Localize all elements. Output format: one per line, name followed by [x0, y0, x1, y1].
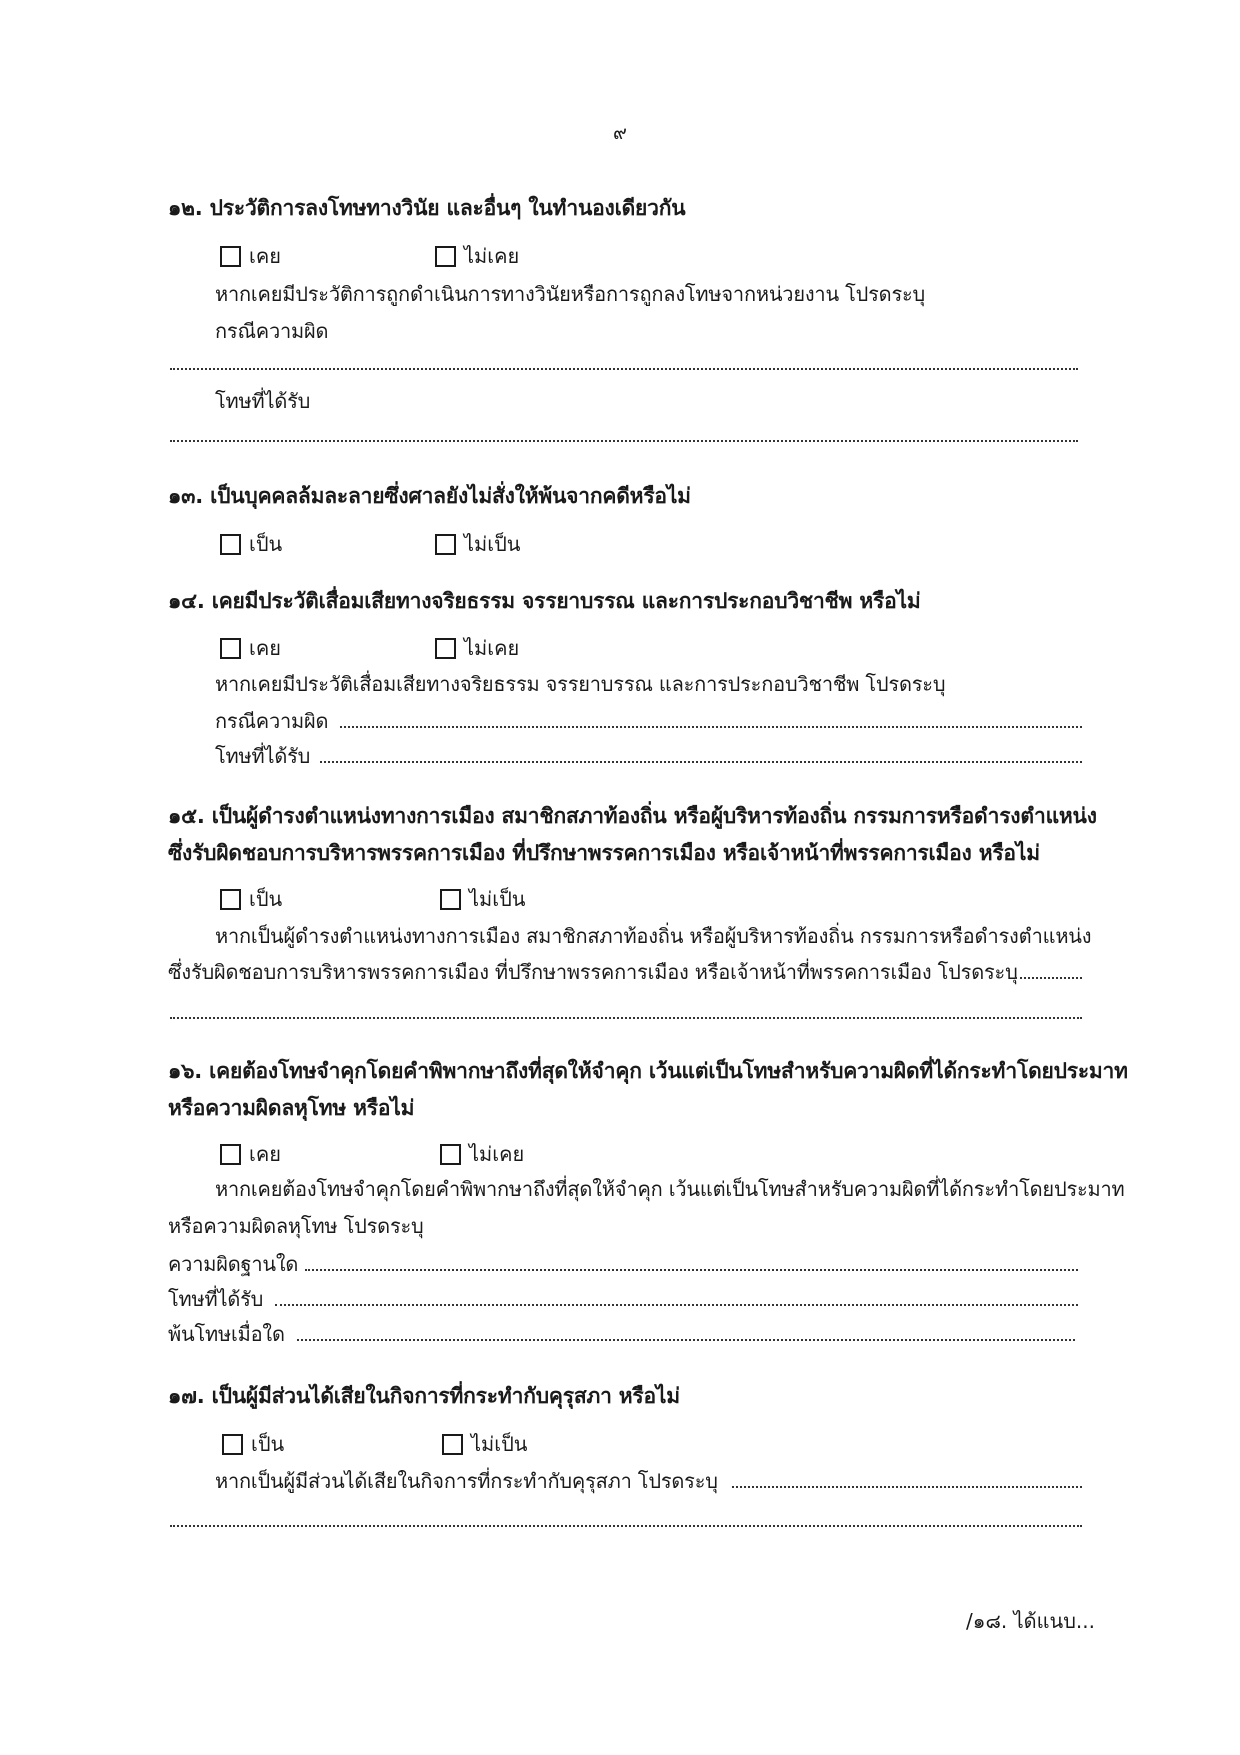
s15-option-yes-label: เป็น [249, 887, 283, 911]
s16-released-line[interactable] [297, 1339, 1075, 1341]
s17-option-yes[interactable] [222, 1428, 284, 1460]
s12-case-line[interactable] [170, 368, 1078, 370]
checkbox-icon[interactable] [435, 246, 456, 267]
s16-detail-line2: หรือความผิดลหุโทษ โปรดระบุ [168, 1214, 424, 1238]
s16-option-never[interactable] [440, 1138, 524, 1170]
s14-case-label: กรณีความผิด [215, 709, 329, 733]
s12-option-ever-label: เคย [249, 244, 281, 268]
checkbox-icon[interactable] [442, 1434, 463, 1455]
checkbox-icon[interactable] [440, 889, 461, 910]
checkbox-icon[interactable] [222, 1434, 243, 1455]
s16-option-never-label: ไม่เคย [469, 1142, 525, 1166]
s14-option-ever[interactable] [220, 632, 281, 664]
s12-option-never-label: ไม่เคย [464, 244, 520, 268]
s17-option-no-label: ไม่เป็น [471, 1432, 528, 1456]
section-13-title: ๑๓. เป็นบุคคลล้มละลายซึ่งศาลยังไม่สั่งให้พ้นจากคดีหรือไม่ [168, 484, 691, 508]
s14-penalty-line[interactable] [320, 761, 1082, 763]
section-12-title: ๑๒. ประวัติการลงโทษทางวินัย และอื่นๆ ในทำนองเดียวกัน [168, 196, 686, 220]
s13-option-no-label: ไม่เป็น [464, 532, 521, 556]
section-15-title-line2: ซึ่งรับผิดชอบการบริหารพรรคการเมือง ที่ปรึกษาพรรคการเมือง หรือเจ้าหน้าที่พรรคการเมือง หรือไม่ [168, 841, 1040, 865]
s15-option-no-label: ไม่เป็น [469, 887, 526, 911]
s14-detail: หากเคยมีประวัติเสื่อมเสียทางจริยธรรม จรรยาบรรณ และการประกอบวิชาชีพ โปรดระบุ [215, 672, 946, 696]
s12-penalty-line[interactable] [170, 440, 1078, 442]
page-number: ๙ [613, 122, 627, 144]
s14-option-never-label: ไม่เคย [464, 636, 520, 660]
section-17-title: ๑๗. เป็นผู้มีส่วนได้เสียในกิจการที่กระทำกับคุรุสภา หรือไม่ [168, 1384, 680, 1408]
section-14-title: ๑๔. เคยมีประวัติเสื่อมเสียทางจริยธรรม จรรยาบรรณ และการประกอบวิชาชีพ หรือไม่ [168, 589, 921, 613]
checkbox-icon[interactable] [435, 638, 456, 659]
s14-case-line[interactable] [340, 726, 1082, 728]
s16-penalty-line[interactable] [275, 1304, 1078, 1306]
checkbox-icon[interactable] [220, 534, 241, 555]
checkbox-icon[interactable] [220, 246, 241, 267]
s16-option-ever[interactable] [220, 1138, 281, 1170]
s16-detail-line1: หากเคยต้องโทษจำคุกโดยคำพิพากษาถึงที่สุดให้จำคุก เว้นแต่เป็นโทษสำหรับความผิดที่ได้กระทำโดยประมาท [215, 1177, 1125, 1201]
section-15-title-line1: ๑๕. เป็นผู้ดำรงตำแหน่งทางการเมือง สมาชิกสภาท้องถิ่น หรือผู้บริหารท้องถิ่น กรรมการหรือดำรงตำแหน่ง [168, 804, 1097, 828]
s14-option-never[interactable] [435, 632, 519, 664]
section-16-title-line2: หรือความผิดลหุโทษ หรือไม่ [168, 1096, 415, 1120]
s12-case-label: กรณีความผิด [215, 319, 329, 343]
s15-option-yes[interactable] [220, 883, 282, 915]
s14-penalty-label: โทษที่ได้รับ [215, 744, 311, 768]
s16-offense-label: ความผิดฐานใด [168, 1252, 299, 1276]
s14-option-ever-label: เคย [249, 636, 281, 660]
s13-option-yes-label: เป็น [249, 532, 283, 556]
s16-option-ever-label: เคย [249, 1142, 281, 1166]
checkbox-icon[interactable] [220, 638, 241, 659]
checkbox-icon[interactable] [220, 1144, 241, 1165]
section-16-title-line1: ๑๖. เคยต้องโทษจำคุกโดยคำพิพากษาถึงที่สุดให้จำคุก เว้นแต่เป็นโทษสำหรับความผิดที่ได้กระทำโดยประมาท [168, 1059, 1128, 1083]
checkbox-icon[interactable] [220, 889, 241, 910]
s16-offense-line[interactable] [305, 1269, 1078, 1271]
s12-option-ever[interactable] [220, 240, 281, 272]
s12-option-never[interactable] [435, 240, 519, 272]
s17-detail-line[interactable] [732, 1486, 1082, 1488]
checkbox-icon[interactable] [435, 534, 456, 555]
s15-extra-line[interactable] [170, 1017, 1082, 1019]
s13-option-yes[interactable] [220, 528, 282, 560]
s16-released-label: พ้นโทษเมื่อใด [168, 1322, 285, 1346]
s15-detail-line2: ซึ่งรับผิดชอบการบริหารพรรคการเมือง ที่ปรึกษาพรรคการเมือง หรือเจ้าหน้าที่พรรคการเมือง โปรดระบุ [168, 960, 1018, 984]
s12-penalty-label: โทษที่ได้รับ [215, 389, 311, 413]
s12-detail: หากเคยมีประวัติการถูกดำเนินการทางวินัยหรือการถูกลงโทษจากหน่วยงาน โปรดระบุ [215, 282, 926, 306]
continuation-note: /๑๘. ได้แนบ... [966, 1609, 1095, 1633]
s15-detail-line1: หากเป็นผู้ดำรงตำแหน่งทางการเมือง สมาชิกสภาท้องถิ่น หรือผู้บริหารท้องถิ่น กรรมการหรือดำรงตำแหน่ง [215, 924, 1092, 948]
s13-option-no[interactable] [435, 528, 520, 560]
s16-penalty-label: โทษที่ได้รับ [168, 1287, 264, 1311]
s17-option-no[interactable] [442, 1428, 527, 1460]
s17-extra-line[interactable] [170, 1525, 1082, 1527]
s17-option-yes-label: เป็น [251, 1432, 285, 1456]
checkbox-icon[interactable] [440, 1144, 461, 1165]
s15-option-no[interactable] [440, 883, 525, 915]
s17-detail: หากเป็นผู้มีส่วนได้เสียในกิจการที่กระทำกับคุรุสภา โปรดระบุ [215, 1469, 718, 1493]
s15-detail-line[interactable] [1015, 977, 1082, 979]
